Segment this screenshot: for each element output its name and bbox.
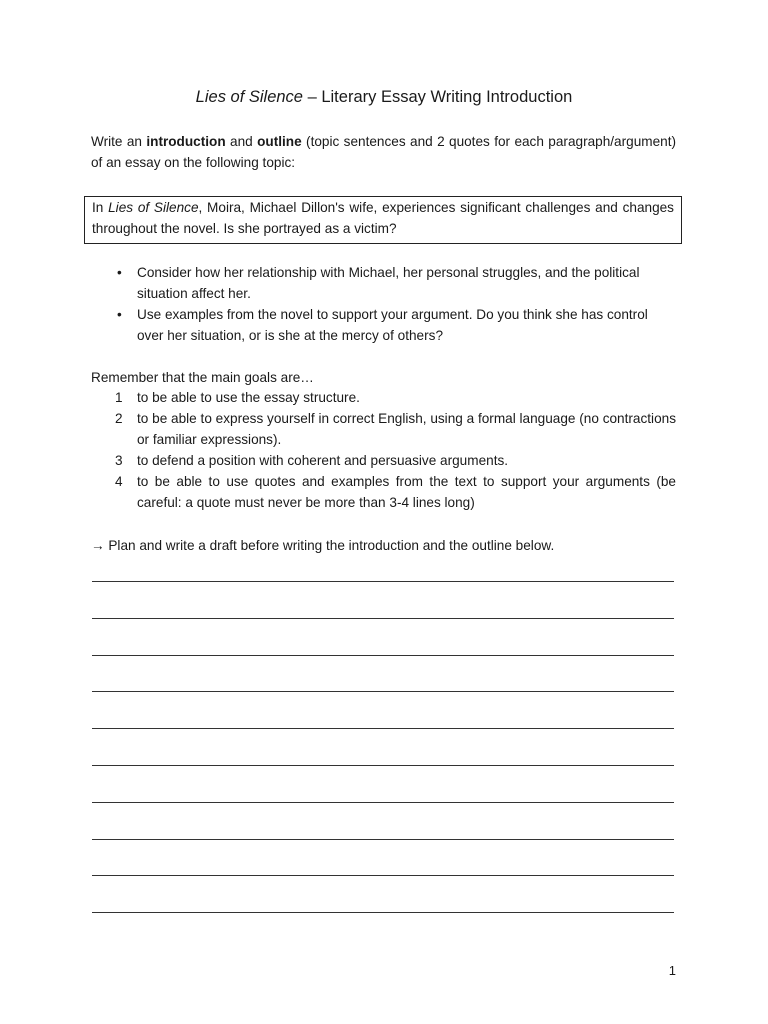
writing-line[interactable] — [92, 618, 674, 619]
bullet-text: Consider how her relationship with Michael, her personal struggles, and the political situation affect her. — [137, 265, 640, 301]
list-item — [91, 471, 676, 513]
instruction-keyword-outline: outline — [257, 134, 302, 149]
goal-text: to be able to use quotes and examples from the text to support your arguments (be careful: a quote must never be more than 3-4 lines long) — [137, 474, 676, 510]
page-title — [0, 86, 768, 108]
list-item — [91, 262, 676, 304]
topic-book-name: Lies of Silence — [108, 200, 199, 215]
goal-number: 4 — [115, 474, 123, 489]
topic-text-start: In — [92, 200, 109, 215]
writing-line[interactable] — [92, 912, 674, 913]
goal-text: to be able to express yourself in correct English, using a formal language (no contractions or familiar expressions). — [137, 411, 676, 447]
goal-number: 2 — [115, 411, 123, 426]
instruction-text-mid: and — [225, 134, 258, 149]
draft-instruction: → Plan and write a draft before writing the introduction and the outline below. — [91, 538, 555, 553]
list-item — [91, 304, 676, 346]
list-item — [91, 450, 676, 471]
writing-line[interactable] — [92, 728, 674, 729]
goal-number: 1 — [115, 390, 123, 405]
title-rest: – Literary Essay Writing Introduction — [303, 88, 573, 106]
bullet-text: Use examples from the novel to support your argument. Do you think she has control over her situation, or is she at the mercy of others? — [137, 307, 648, 343]
writing-line[interactable] — [92, 581, 674, 582]
instruction-paragraph — [91, 131, 676, 173]
essay-topic-box — [84, 196, 682, 244]
list-item — [91, 408, 676, 450]
writing-line[interactable] — [92, 802, 674, 803]
goals-intro: Remember that the main goals are… — [91, 370, 314, 385]
bullet-icon: • — [117, 307, 122, 322]
goal-number: 3 — [115, 453, 123, 468]
page-number: 1 — [668, 963, 676, 978]
goals-list — [91, 387, 676, 513]
writing-line[interactable] — [92, 765, 674, 766]
goal-text: to be able to use the essay structure. — [137, 390, 360, 405]
instruction-keyword-introduction: introduction — [146, 134, 226, 149]
instruction-text-end: (topic sentences and 2 quotes for each paragraph/argument) of an essay on the following topic: — [91, 134, 677, 170]
title-book-name: Lies of Silence — [195, 88, 303, 106]
goal-text: to defend a position with coherent and persuasive arguments. — [137, 453, 509, 468]
writing-line[interactable] — [92, 839, 674, 840]
writing-line[interactable] — [92, 875, 674, 876]
writing-line[interactable] — [92, 691, 674, 692]
list-item — [91, 387, 676, 408]
consideration-list — [91, 262, 676, 346]
writing-line[interactable] — [92, 655, 674, 656]
instruction-text-start: Write an — [91, 134, 147, 149]
topic-text-end: , Moira, Michael Dillon's wife, experiences significant challenges and changes throughout the novel. Is she portrayed as a victim? — [92, 200, 674, 236]
bullet-icon: • — [117, 265, 122, 280]
